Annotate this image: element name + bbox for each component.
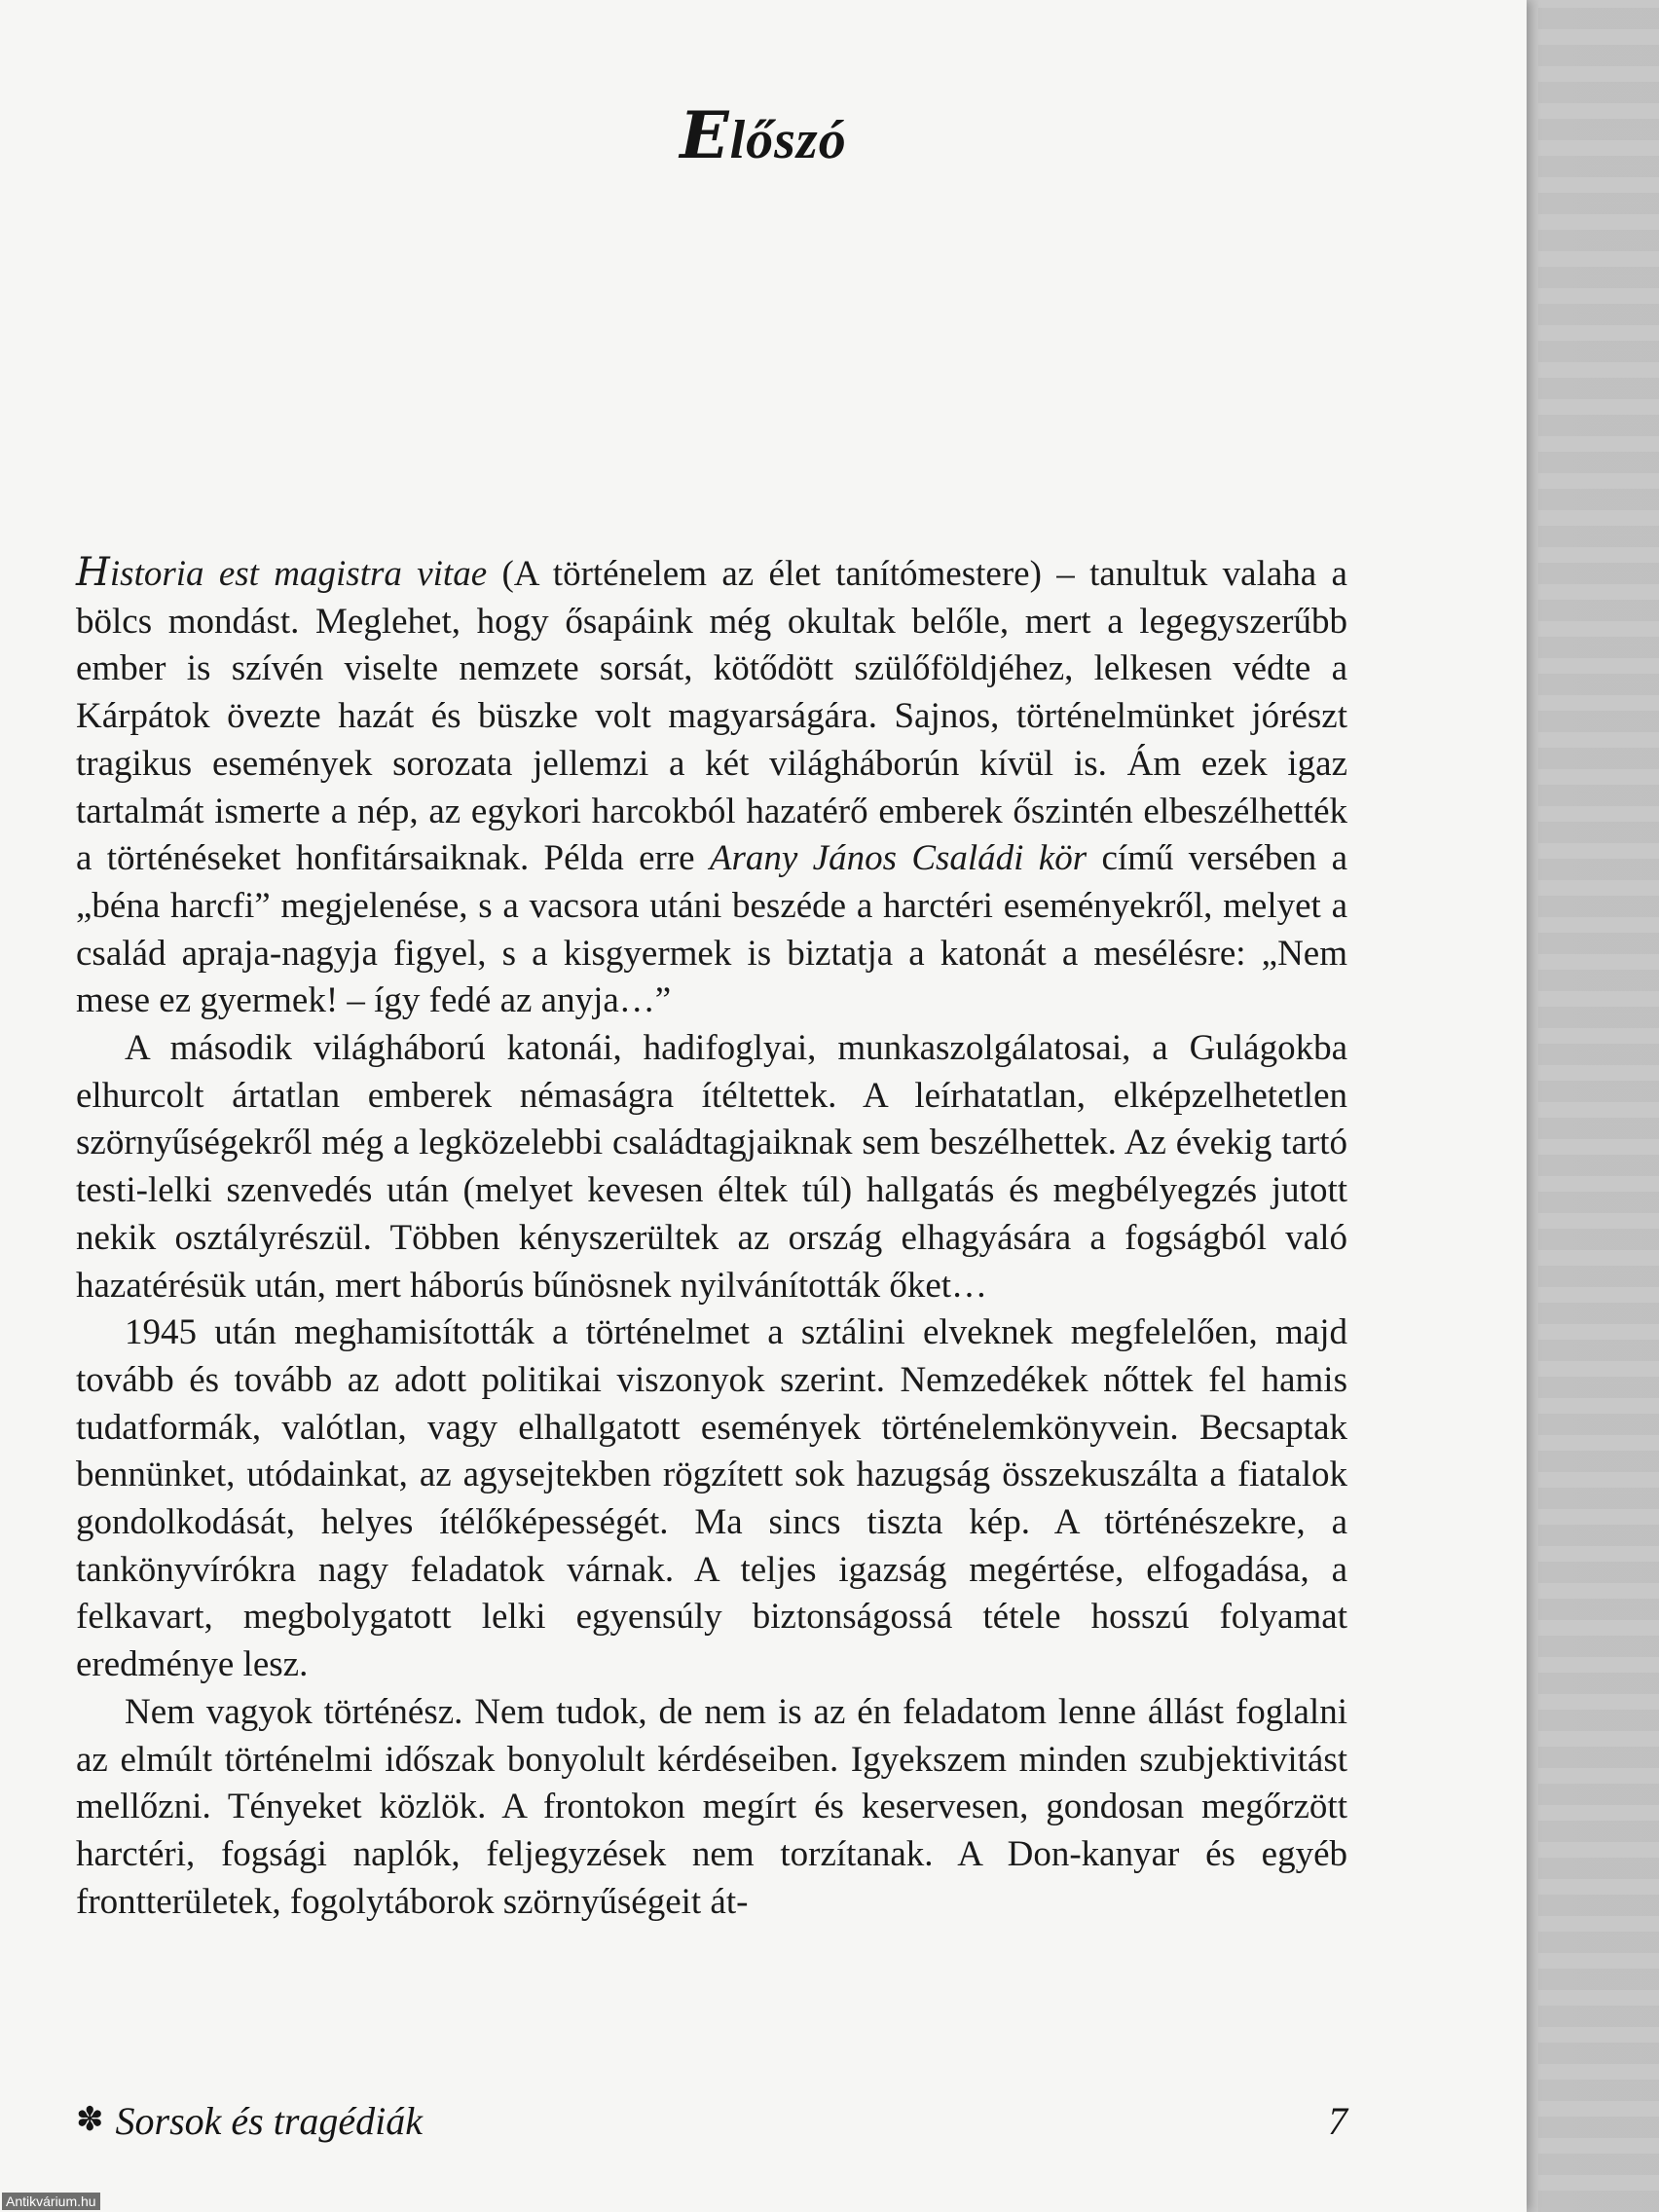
paragraph-2: A második világháború katonái, hadifoglyai, munkaszolgálatosai, a Gulágokba elhurcolt ártatlan emberek némaságra ítéltettek. A leírhatatlan, elképzelhetetlen szörnyűségekről még a legközelebbi családtagjaiknak sem beszélhettek. Az évekig tartó testi-lelki szenvedés után (melyet kevesen éltek túl) hallgatás és megbélyegzés jutott nekik osztályrészül. Többen kényszerültek az ország elhagyására a fogságból való hazatérésük után, mert háborús bűnösnek nyilvánították őket… [76, 1028, 1347, 1306]
paragraph-3: 1945 után meghamisították a történelmet a sztálini elveknek megfelelően, majd tovább és tovább az adott politikai viszonyok szerint. Nemzedékek nőttek fel hamis tudatformák, valótlan, vagy elhallgatott események történelemkönyvein. Becsaptak bennünket, utódainkat, az agysejtekben rögzített sok hazugság összekuszálta a fiatalok gondolkodását, helyes ítélőképességét. Ma sincs tiszta kép. A történészekre, a tankönyvírókra nagy feladatok várnak. A teljes igazság megértése, elfogadása, a felkavart, megbolygatott lelki egyensúly biztonságossá tétele hosszú folyamat eredménye lesz. [76, 1312, 1347, 1685]
paragraph-1-text: (A történelem az élet tanítómestere) – tanultuk valaha a bölcs mondást. Meglehet, hogy ősapáink még okultak belőle, mert a legegyszerűbb ember is szívén viselte nemzete sorsát, kötődött szülőföldjéhez, lelkesen védte a Kárpátok övezte hazát és büszke volt magyarságára. Sajnos, történelmünket jórészt tragikus események sorozata jellemzi a két világháborún kívül is. Ám ezek igaz tartalmát ismerte a nép, az egykori harcokból hazatérő emberek őszintén elbeszélhették a történéseket honfitársaiknak. Példa erre [76, 554, 1347, 879]
title-initial: E [680, 97, 730, 173]
running-title [76, 2098, 423, 2144]
book-title: Sorsok és tragédiák [115, 2099, 424, 2143]
flower-ornament-icon: ✽ [76, 2102, 104, 2138]
latin-motto: istoria est magistra vitae [109, 554, 488, 594]
title-rest: lőszó [729, 110, 847, 170]
body-text [76, 549, 1347, 1926]
page-title [0, 97, 1527, 173]
paragraph-4: Nem vagyok történész. Nem tudok, de nem is az én feladatom lenne állást foglalni az elmúlt történelmi időszak bonyolult kérdéseiben. Igyekszem minden szubjektivitást mellőzni. Tényeket közlök. A frontokon megírt és keservesen, gondosan megőrzött harctéri, fogsági naplók, feljegyzések nem torzítanak. A Don-kanyar és egyéb frontterületek, fogolytáborok szörnyűségeit át- [76, 1691, 1347, 1922]
paragraph-1-text-end: című versében a „béna harcfi” megjelenése, s a vacsora utáni beszéde a harctéri eseményekről, melyet a család apraja-nagyja figyel, s a kisgyermek is biztatja a katonát a mesélésre: „Nem mese ez gyermek! – így fedé az anyja…” [76, 838, 1348, 1021]
paragraph-1 [76, 549, 1347, 1025]
page-number: 7 [1328, 2099, 1347, 2143]
page-footer [76, 2098, 1347, 2157]
poem-reference: Arany János Családi kör [709, 838, 1088, 879]
dropcap: H [76, 550, 110, 595]
watermark: Antikvárium.hu [2, 2193, 100, 2210]
